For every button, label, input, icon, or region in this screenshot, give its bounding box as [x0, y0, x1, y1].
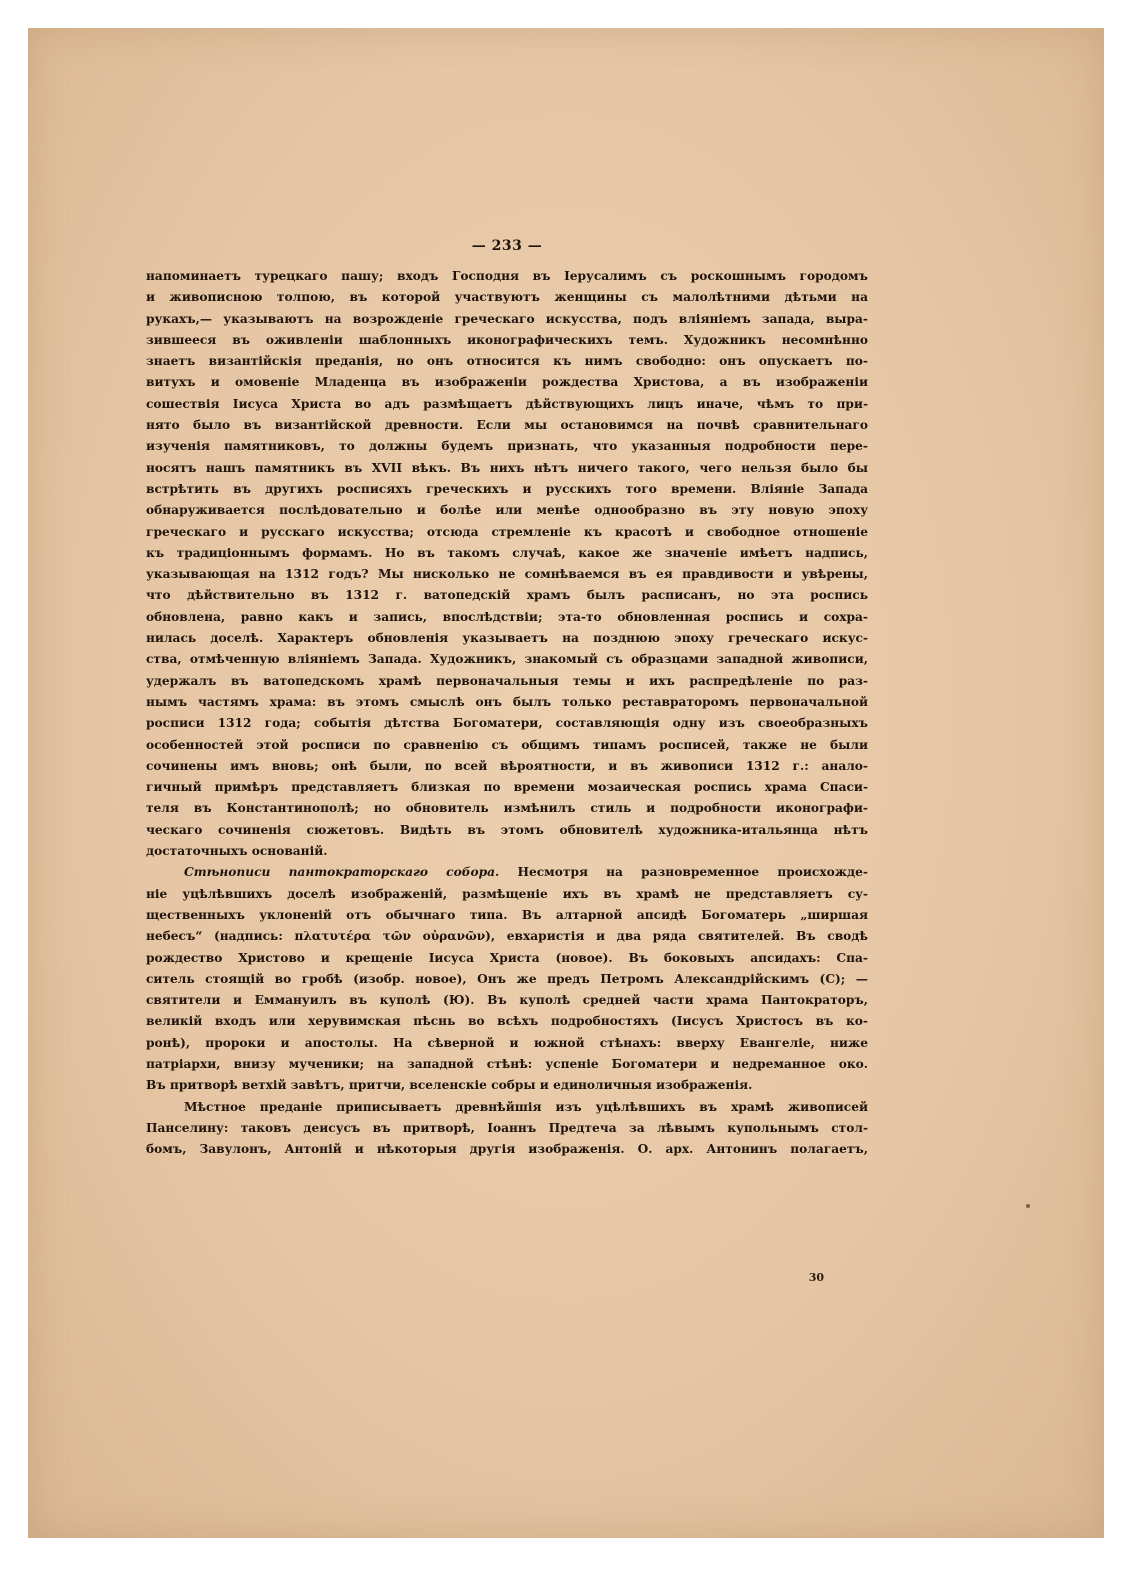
text-line: обновлена, равно какъ и запись, впослѣдствіи; эта-то обновленная роспись и сохра- — [146, 609, 868, 624]
text-line: рождество Христово и крещеніе Iисуса Христа (новое). Въ боковыхъ апсидахъ: Спа- — [146, 950, 868, 965]
text-line: нилась доселѣ. Характеръ обновленія указываетъ на позднюю эпоху греческаго искус- — [146, 631, 868, 646]
text-line: росписи 1312 года; событія дѣтства Богоматери, составляющія одну изъ своеобразныхъ — [146, 716, 868, 731]
text-line: особенностей этой росписи по сравненію съ общимъ типамъ росписей, также не были — [146, 737, 868, 752]
text-line: знаетъ византійскія преданія, но онъ относится къ нимъ свободно: онъ опускаетъ по- — [146, 354, 868, 369]
text-line: удержалъ въ ватопедскомъ храмѣ первоначальныя темы и ихъ распредѣленіе по раз- — [146, 673, 868, 688]
signature-mark: 30 — [808, 1271, 824, 1284]
text-line: ства, отмѣченную вліяніемъ Запада. Художникъ, знакомый съ образцами западной живописи, — [146, 652, 868, 667]
text-line: витухъ и омовеніе Младенца въ изображеніи рождества Христова, а въ изображеніи — [146, 375, 868, 390]
paragraph-3 — [146, 1097, 868, 1161]
text-line: къ традиціоннымъ формамъ. Но въ такомъ случаѣ, какое же значеніе имѣетъ надпись, — [146, 545, 868, 560]
paragraph-1 — [146, 266, 868, 862]
text-line: греческаго и русскаго искусства; отсюда стремленіе къ красотѣ и свободное отношеніе — [146, 524, 868, 539]
text-line: нымъ частямъ храма: въ этомъ смыслѣ онъ былъ только реставраторомъ первоначальной — [146, 694, 868, 709]
text-line: носятъ нашъ памятникъ въ XVII вѣкъ. Въ нихъ нѣтъ ничего такого, чего нельзя было бы — [146, 460, 868, 475]
text-line: Панселину: таковъ деисусъ въ притворѣ, Iоаннъ Предтеча за лѣвымъ купольнымъ стол- — [146, 1120, 868, 1135]
page-number: — 233 — — [471, 238, 543, 254]
text-line: обнаруживается послѣдовательно и болѣе или менѣе однообразно въ эту новую эпоху — [146, 503, 868, 518]
text-line: щественныхъ уклоненій отъ обычнаго типа. Въ алтарной апсидѣ Богоматерь „ширшая — [146, 907, 868, 922]
text-line: указывающая на 1312 годъ? Мы нисколько не сомнѣваемся въ ея правдивости и увѣрены, — [146, 567, 868, 582]
text-line: сочинены имъ вновь; онѣ были, по всей вѣроятности, и въ живописи 1312 г.: анало- — [146, 758, 868, 773]
text-line: гичный примѣръ представляетъ близкая по времени мозаическая роспись храма Спаси- — [146, 780, 868, 795]
text-line: ческаго сочиненія сюжетовъ. Видѣть въ этомъ обновителѣ художника-итальянца нѣтъ — [146, 822, 868, 837]
text-line: достаточныхъ основаній. — [146, 844, 328, 859]
text-line: теля въ Константинополѣ; но обновитель измѣнилъ стиль и подробности иконографи- — [146, 801, 868, 816]
paragraph-2 — [146, 862, 868, 1096]
text-block — [146, 226, 868, 1160]
text-line: нято было въ византійской древности. Если мы остановимся на почвѣ сравнительнаго — [146, 418, 868, 433]
text-line: ситель стоящій во гробѣ (изобр. новое), Онъ же предъ Петромъ Александрійскимъ (С); — — [146, 971, 868, 986]
text-line: бомъ, Завулонъ, Антоній и нѣкоторыя другія изображенія. О. арх. Антонинъ полагаетъ, — [146, 1142, 868, 1157]
book-page — [28, 28, 1104, 1538]
text-line: изученія памятниковъ, то должны будемъ признать, что указанныя подробности пере- — [146, 439, 868, 454]
text-line: патріархи, внизу мученики; на западной стѣнѣ: успеніе Богоматери и недреманное око. — [146, 1056, 868, 1071]
first-line-text: Мѣстное преданіе приписываетъ древнѣйшія изъ уцѣлѣвшихъ въ храмѣ живописей — [184, 1099, 868, 1114]
text-line: ніе уцѣлѣвшихъ доселѣ изображеній, размѣщеніе ихъ въ храмѣ не представляетъ су- — [146, 886, 868, 901]
text-line: что дѣйствительно въ 1312 г. ватопедскій храмъ былъ расписанъ, но эта роспись — [146, 588, 868, 603]
text-line-first — [146, 1097, 868, 1118]
text-line: небесъ“ (надпись: πλατυτέρα τῶν οὐρανῶν), евхаристія и два ряда святителей. Въ сводѣ — [146, 929, 868, 944]
text-line: святители и Еммануилъ въ куполѣ (Ю). Въ куполѣ средней части храма Пантократоръ, — [146, 993, 868, 1008]
paper-speck — [1026, 1204, 1030, 1208]
section-heading: Стѣнописи пантократорскаго собора. — [184, 865, 500, 880]
text-line: рукахъ,— указываютъ на возрожденіе греческаго искусства, подъ вліяніемъ запада, выра- — [146, 311, 868, 326]
text-line: Въ притворѣ ветхій завѣтъ, притчи, вселенскіе собры и единоличныя изображенія. — [146, 1078, 753, 1093]
heading-line-rest: Несмотря на разновременное происхожде- — [517, 865, 868, 880]
text-line: и живописною толпою, въ которой участвуютъ женщины съ малолѣтними дѣтьми на — [146, 290, 868, 305]
text-line: сошествія Iисуса Христа во адъ размѣщаетъ дѣйствующихъ лицъ иначе, чѣмъ то при- — [146, 396, 868, 411]
text-line: встрѣтить въ другихъ росписяхъ греческихъ и русскихъ того времени. Вліяніе Запада — [146, 481, 868, 496]
text-line: великій входъ или херувимская пѣснь во всѣхъ подробностяхъ (Iисусъ Христосъ въ ко- — [146, 1014, 868, 1029]
text-line: ронѣ), пророки и апостолы. На сѣверной и южной стѣнахъ: вверху Евангеліе, ниже — [146, 1035, 868, 1050]
text-line: напоминаетъ турецкаго пашу; входъ Господня въ Iерусалимъ съ роскошнымъ городомъ — [146, 269, 868, 283]
text-line: зившееся въ оживленіи шаблонныхъ иконографическихъ темъ. Художникъ несомнѣнно — [146, 332, 868, 347]
text-line-heading — [146, 862, 868, 883]
